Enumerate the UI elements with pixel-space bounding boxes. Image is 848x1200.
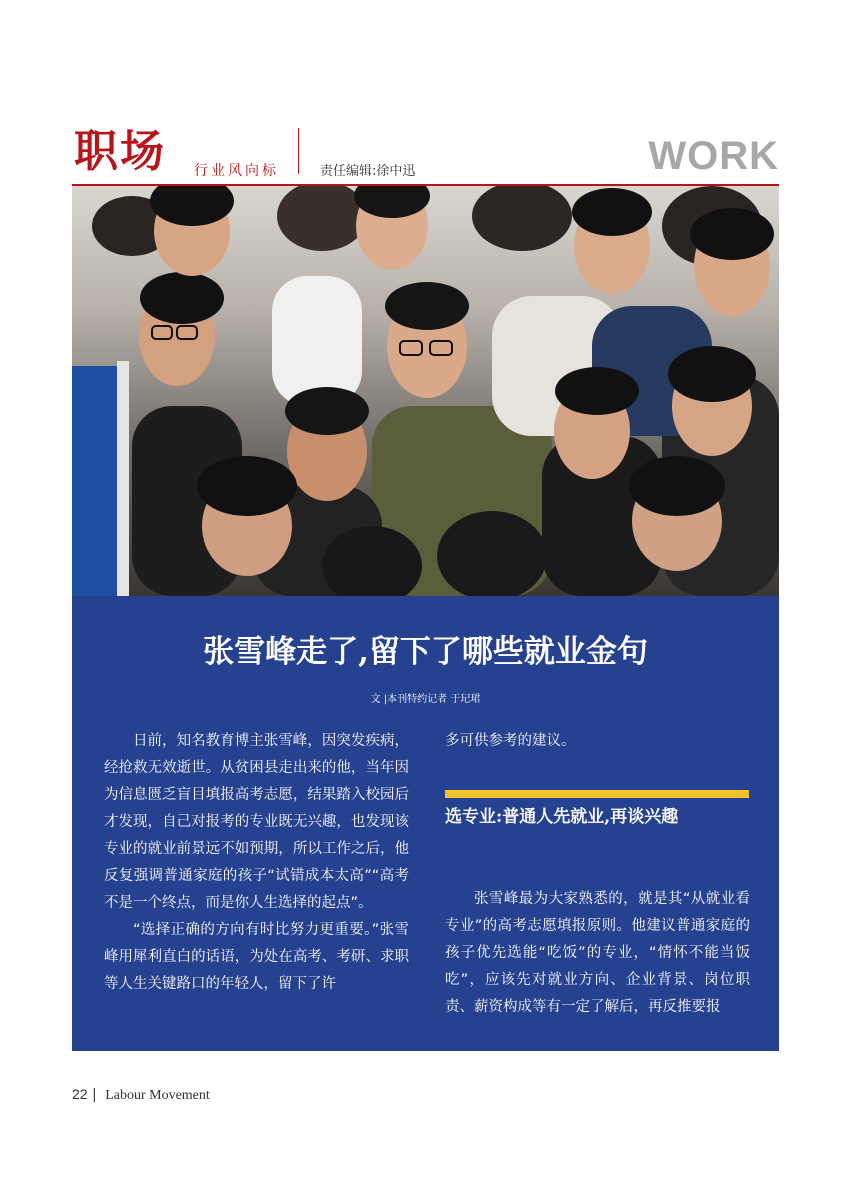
crowd-photo bbox=[72, 186, 779, 596]
editor-credit: 责任编辑:徐中迅 bbox=[320, 164, 416, 179]
left-column bbox=[104, 728, 409, 998]
article-subheading: 选专业:普通人先就业,再谈兴趣 bbox=[445, 807, 679, 827]
page-header bbox=[72, 120, 779, 186]
paragraph: 张雪峰最为大家熟悉的，就是其“从就业看专业”的高考志愿填报原则。他建议普通家庭的孩子优先选能“吃饭”的专业，“情怀不能当饭吃”，应该先对就业方向、企业背景、岗位职责、薪资构成等有一定了解后，再反推要报 bbox=[445, 891, 750, 1015]
article-headline: 张雪峰走了,留下了哪些就业金句 bbox=[203, 634, 648, 670]
header-divider bbox=[298, 128, 299, 174]
article-byline: 文 |本刊特约记者 于玘珺 bbox=[370, 694, 481, 705]
section-title: 职场 bbox=[74, 126, 166, 177]
right-column bbox=[445, 728, 750, 755]
page-number: 22 bbox=[72, 1086, 88, 1102]
subheading-accent-bar bbox=[445, 790, 749, 798]
article-panel bbox=[72, 596, 779, 1051]
work-label: WORK bbox=[648, 134, 779, 178]
folio-separator: | bbox=[87, 1087, 97, 1103]
magazine-name: Labour Movement bbox=[105, 1088, 210, 1103]
paragraph-continuation: 多可供参考的建议。 bbox=[445, 733, 576, 749]
section-subtitle: 行业风向标 bbox=[194, 163, 279, 179]
crowd-photo-icon bbox=[72, 186, 779, 596]
paragraph: “选择正确的方向有时比努力更重要。”张雪峰用犀利直白的话语，为处在高考、考研、求职等人生关键路口的年轻人，留下了许 bbox=[104, 922, 409, 992]
page-folio bbox=[72, 1086, 210, 1104]
right-column-lower bbox=[445, 886, 750, 1021]
paragraph: 日前，知名教育博主张雪峰，因突发疾病，经抢救无效逝世。从贫困县走出来的他，当年因为信息匮乏盲目填报高考志愿，结果踏入校园后才发现，自己对报考的专业既无兴趣，也发现该专业的就业前景远不如预期，所以工作之后，他反复强调普通家庭的孩子“试错成本太高”“高考不是一个终点，而是你人生选择的起点”。 bbox=[104, 733, 409, 911]
